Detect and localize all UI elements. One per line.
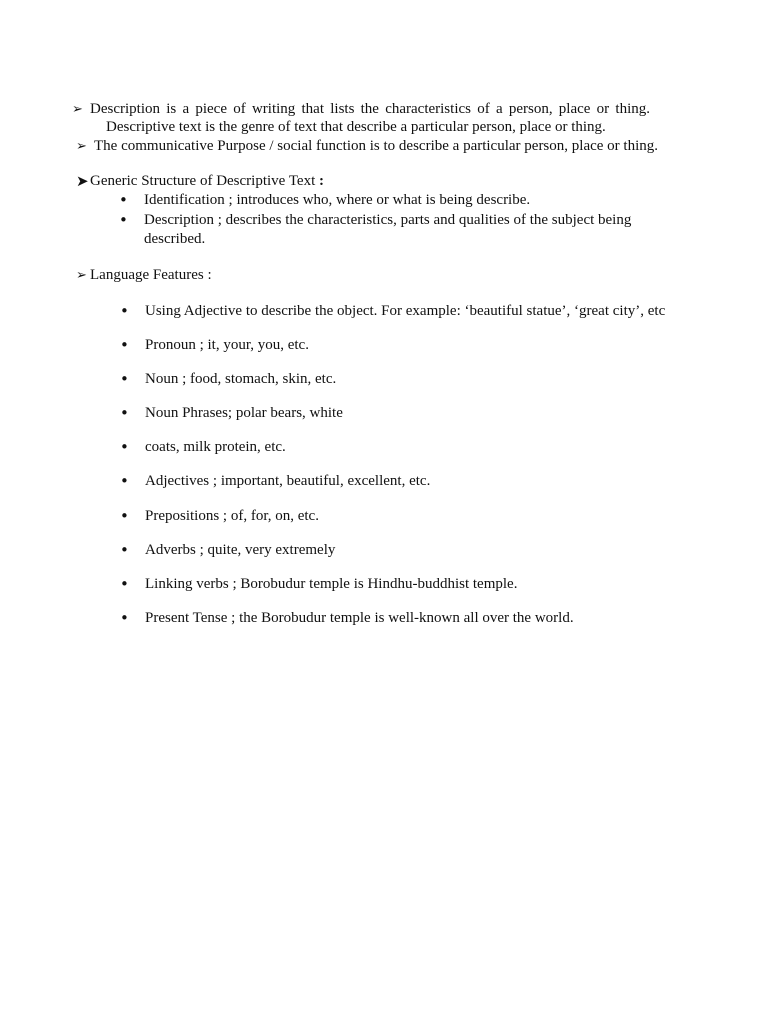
language-item: Adverbs ; quite, very extremely [145, 542, 336, 558]
bullet-icon: • [120, 438, 129, 456]
bullet-icon: • [120, 404, 129, 422]
bullet-icon: • [120, 507, 129, 525]
arrow-bullet-icon: ➢ [76, 139, 87, 154]
structure-heading-colon: : [319, 173, 325, 189]
arrow-bullet-icon: ➢ [72, 102, 83, 117]
bullet-icon: • [120, 541, 129, 559]
definition-continuation: Descriptive text is the genre of text that describe a particular person, place or thing. [106, 119, 606, 135]
language-heading: Language Features : [90, 267, 212, 283]
bullet-icon: • [119, 191, 128, 209]
language-item: Prepositions ; of, for, on, etc. [145, 508, 319, 524]
arrow-bullet-icon: ➢ [76, 268, 87, 283]
language-item: coats, milk protein, etc. [145, 439, 286, 455]
language-item: Adjectives ; important, beautiful, excellent, etc. [145, 473, 431, 489]
structure-item-continuation: described. [144, 231, 206, 247]
bullet-icon: • [120, 302, 129, 320]
bullet-icon: • [120, 575, 129, 593]
purpose-text: The communicative Purpose / social function is to describe a particular person, place or thing. [94, 138, 658, 154]
bullet-icon: • [120, 370, 129, 388]
structure-item: Description ; describes the characteristics, parts and qualities of the subject being [144, 212, 632, 228]
bullet-icon: • [120, 472, 129, 490]
language-item: Noun ; food, stomach, skin, etc. [145, 371, 337, 387]
structure-heading-text: Generic Structure of Descriptive Text [90, 173, 316, 189]
language-item: Linking verbs ; Borobudur temple is Hindhu-buddhist temple. [145, 576, 518, 592]
structure-heading [90, 172, 324, 191]
language-item: Noun Phrases; polar bears, white [145, 405, 343, 421]
language-item: Pronoun ; it, your, you, etc. [145, 337, 309, 353]
bullet-icon: • [119, 211, 128, 229]
bullet-icon: • [120, 336, 129, 354]
definition-text: Description is a piece of writing that lists the characteristics of a person, place or thing. [90, 101, 650, 117]
structure-item: Identification ; introduces who, where or what is being describe. [144, 192, 531, 208]
language-item: Using Adjective to describe the object. For example: ‘beautiful statue’, ‘great city’, etc [145, 303, 666, 319]
bullet-icon: • [120, 609, 129, 627]
language-item: Present Tense ; the Borobudur temple is well-known all over the world. [145, 610, 574, 626]
arrow-bullet-icon: ➤ [76, 172, 89, 190]
